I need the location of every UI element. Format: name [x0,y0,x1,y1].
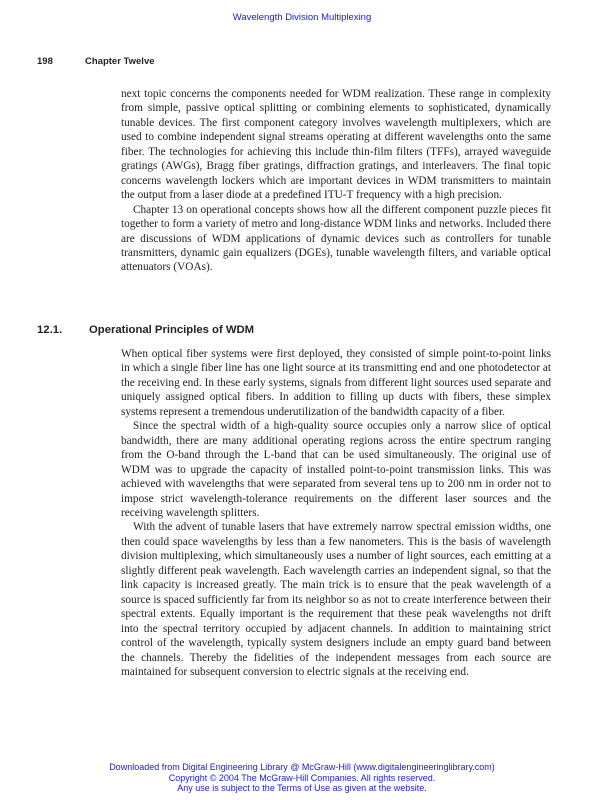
paragraph: With the advent of tunable lasers that have extremely narrow spectral emission widths, one then could space wavelengths by less than a few nanometers. This is the basis of wavelength division multiplexing, which simultaneously uses a number of light sources, each emitting at a slightly different peak wavelength. Each wavelength carries an independent signal, so that the link capacity is increased greatly. The main trick is to ensure that the peak wavelength of a source is spaced sufficiently far from its neighbor so as not to create interference between their spectral extents. Equally important is the requirement that these peak wavelengths not drift into the spectral territory occupied by adjacent channels. In addition to maintaining strict control of the wavelength, typically system designers include an empty guard band between the channels. Thereby the fidelities of the independent messages from each source are maintained for subsequent conversion to electric signals at the receiving end. [121,521,551,678]
paragraph: Chapter 13 on operational concepts shows how all the different component puzzle pieces fit together to form a variety of metro and long-distance WDM links and networks. Included there are discussions of WDM applications of dynamic devices such as controllers for tunable transmitters, dynamic gain equalizers (DGEs), tunable wavelength filters, and variable optical attenuators (VOAs). [121,203,551,274]
running-head [37,56,155,67]
footer-terms[interactable]: Any use is subject to the Terms of Use as given at the website. [177,783,427,793]
footer-download-link[interactable]: Downloaded from Digital Engineering Library @ McGraw-Hill (www.digitalengineeringlibrary.com) [109,762,495,772]
section-number: 12.1. [37,324,63,336]
section-title: Operational Principles of WDM [89,324,255,336]
section-heading [37,324,254,336]
page-banner: Wavelength Division Multiplexing [232,12,372,23]
intro-text-block [121,87,551,275]
paragraph: next topic concerns the components needed for WDM realization. These range in complexity from simple, passive optical splitting or combining elements to sophisticated, dynamically tunable devices. The first component category involves wavelength multiplexers, which are used to combine independent signal streams operating at different wavelengths onto the same fiber. The technologies for achieving this include thin-film filters (TFFs), arrayed waveguide gratings (AWGs), Bragg fiber gratings, diffraction gratings, and interleavers. The final topic concerns wavelength lockers which are important devices in WDM transmitters to maintain the output from a laser diode at a predefined ITU-T frequency with a high precision. [121,88,551,202]
footer-copyright: Copyright © 2004 The McGraw-Hill Companies. All rights reserved. [168,772,436,783]
page-number: 198 [37,56,53,67]
page-footer [0,762,604,794]
section-text-block [121,347,551,679]
paragraph: When optical fiber systems were first deployed, they consisted of simple point-to-point links in which a single fiber line has one light source at its transmitting end and one photodetector at the receiving end. In these early systems, signals from different light sources used separate and uniquely assigned optical fibers. In addition to filling up ducts with fibers, these simplex systems represent a tremendous underutilization of the bandwidth capacity of a fiber. [121,348,551,418]
chapter-label: Chapter Twelve [85,56,155,67]
paragraph: Since the spectral width of a high-quality source occupies only a narrow slice of optical bandwidth, there are many additional operating regions across the entire spectrum ranging from the O-band through the L-band that can be used simultaneously. The original use of WDM was to upgrade the capacity of installed point-to-point transmission links. This was achieved with wavelengths that were separated from several tens up to 200 nm in order not to impose strict wavelength-tolerance requirements on the different laser sources and the receiving wavelength splitters. [121,420,551,519]
